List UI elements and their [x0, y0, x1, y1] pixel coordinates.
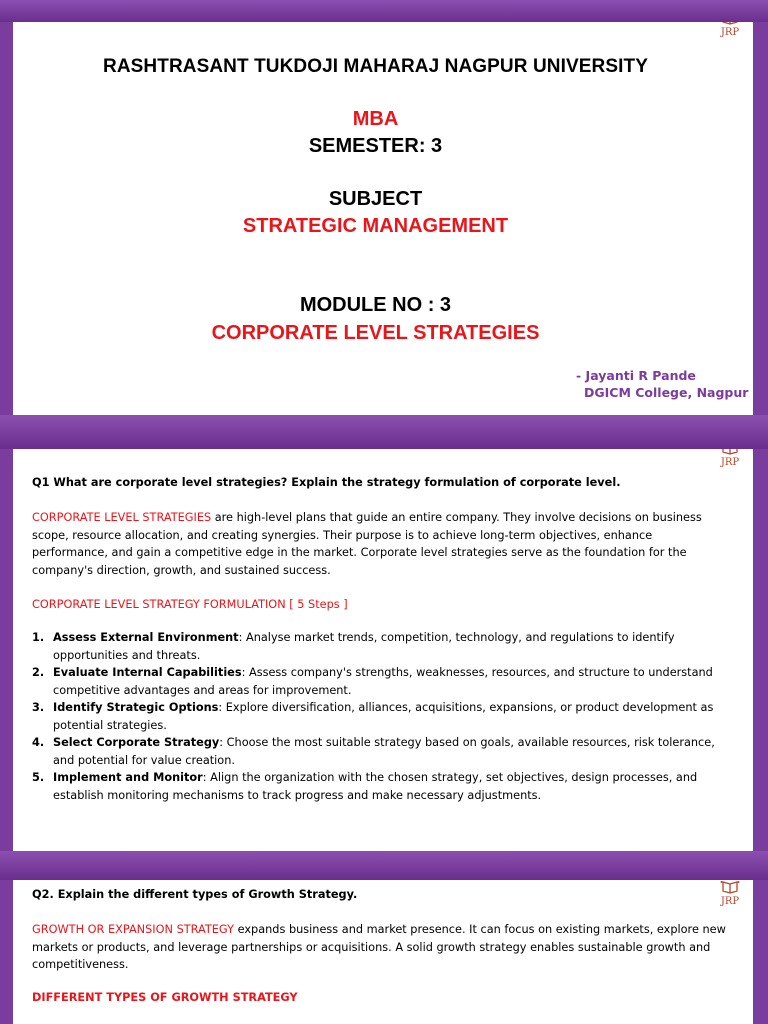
book-logo-icon [719, 449, 741, 457]
logo-text: JRP [720, 27, 740, 38]
step-title: Assess External Environment [53, 631, 239, 644]
step-title: Implement and Monitor [53, 771, 203, 784]
author-name: - Jayanti R Pande [576, 368, 696, 383]
list-item: 2. Evaluate Internal Capabilities: Assess company's strengths, weaknesses, resources, and structure to understand competitive advantages and areas for improvement. [32, 666, 713, 697]
step-text: : Align the organization with the chosen strategy, set objectives, design processes, and establish monitoring mechanisms to track progress and make necessary adjustments. [53, 771, 698, 802]
step-title: Select Corporate Strategy [53, 736, 220, 749]
book-logo-icon [719, 880, 741, 896]
step-title: Identify Strategic Options [53, 701, 219, 714]
question-heading: Q1 What are corporate level strategies? Explain the strategy formulation of corporate level. [32, 476, 621, 489]
list-item: 4. Select Corporate Strategy: Choose the most suitable strategy based on goals, available resources, risk tolerance, and potential for value creation. [32, 736, 715, 767]
subject-label: SUBJECT [328, 188, 423, 210]
definition-text: are high-level plans that guide an entire company. They involve decisions on business scope, resource allocation, and creating synergies. Their purpose is to achieve long-term objectives, enhance performance, and gain a competitive edge in the market. Corporate level strategies serve as the foundation for the company's direction, growth, and sustained success. [32, 511, 702, 577]
definition-text: expands business and market presence. It can focus on existing markets, explore new markets or products, and leverage partnerships or acquisitions. A solid growth strategy enables sustainable growth and competitiveness. [32, 923, 726, 971]
definition-term: GROWTH OR EXPANSION STRATEGY [32, 923, 235, 936]
program-name: MBA [352, 108, 399, 130]
list-item: 3. Identify Strategic Options: Explore diversification, alliances, acquisitions, expansions, or product development as potential strategies. [32, 701, 714, 732]
module-label: MODULE NO : 3 [299, 294, 452, 316]
list-item: 5. Implement and Monitor: Align the organization with the chosen strategy, set objectives, design processes, and establish monitoring mechanisms to track progress and make necessary adjustments. [32, 771, 698, 802]
jrp-logo [717, 22, 743, 38]
formulation-heading: CORPORATE LEVEL STRATEGY FORMULATION [ 5 Steps ] [32, 598, 348, 611]
jrp-logo [717, 449, 743, 468]
title-slide [13, 22, 753, 415]
subject-name: STRATEGIC MANAGEMENT [242, 215, 509, 237]
logo-text: JRP [720, 457, 740, 468]
background-band [0, 0, 768, 22]
author-college: DGICM College, Nagpur [584, 385, 749, 400]
jrp-logo [717, 880, 743, 907]
question-slide-2 [13, 880, 753, 1024]
formulation-steps-list [32, 629, 722, 804]
step-text: : Choose the most suitable strategy based on goals, available resources, risk tolerance, and potential for value creation. [53, 736, 715, 767]
definition-term: CORPORATE LEVEL STRATEGIES [32, 511, 212, 524]
semester: SEMESTER: 3 [308, 135, 443, 157]
question-heading: Q2. Explain the different types of Growth Strategy. [32, 888, 358, 901]
background-band [0, 851, 768, 880]
definition-paragraph [32, 921, 742, 974]
background-band [0, 415, 768, 449]
question-slide-1 [13, 449, 753, 851]
step-text: : Assess company's strengths, weaknesses, resources, and structure to understand competitive advantages and areas for improvement. [53, 666, 713, 697]
module-title: CORPORATE LEVEL STRATEGIES [211, 322, 540, 344]
logo-text: JRP [720, 896, 740, 907]
types-heading: DIFFERENT TYPES OF GROWTH STRATEGY [32, 991, 298, 1004]
list-item: 1. Assess External Environment: Analyse market trends, competition, technology, and regulations to identify opportunities and threats. [32, 631, 675, 662]
step-text: : Analyse market trends, competition, technology, and regulations to identify opportunities and threats. [53, 631, 675, 662]
step-text: : Explore diversification, alliances, acquisitions, expansions, or product development as potential strategies. [53, 701, 714, 732]
definition-paragraph [32, 509, 722, 579]
step-title: Evaluate Internal Capabilities [53, 666, 242, 679]
university-name: RASHTRASANT TUKDOJI MAHARAJ NAGPUR UNIVERSITY [103, 56, 648, 77]
